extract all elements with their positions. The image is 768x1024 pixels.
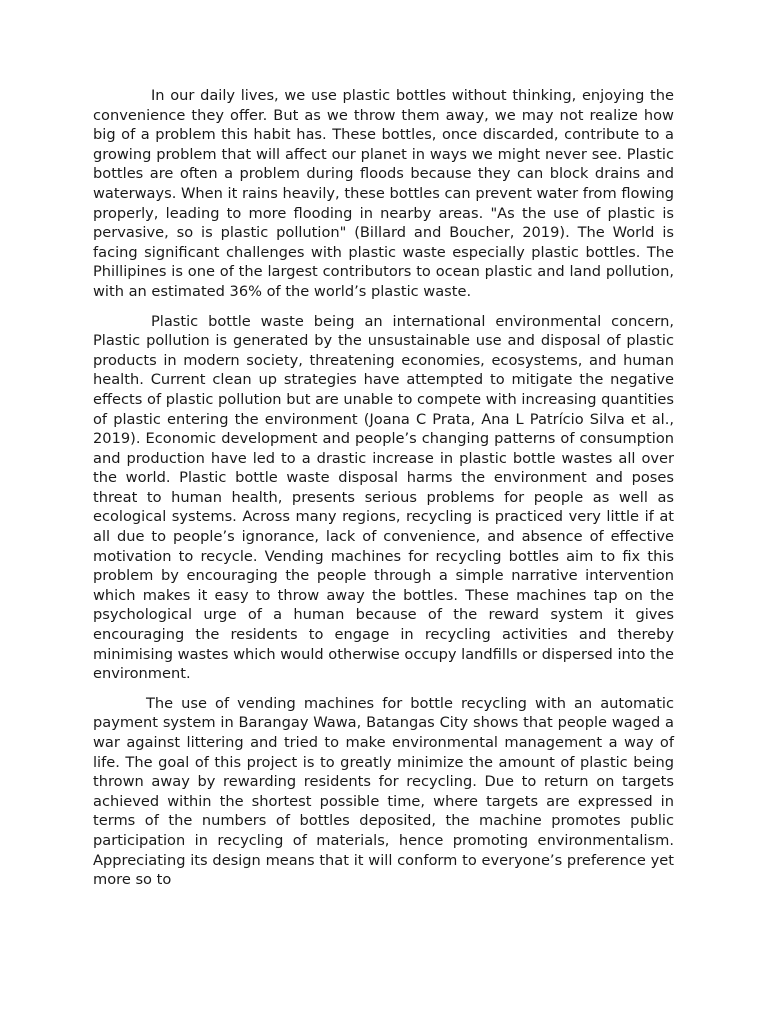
document-body: [93, 86, 674, 900]
paragraph-2: Plastic bottle waste being an international environmental concern, Plastic pollution is generated by the unsustainable use and disposal of plastic products in modern society, threatening economies, ecosystems, and human health. Current clean up strategies have attempted to mitigate the negative effects of plastic pollution but are unable to compete with increasing quantities of plastic entering the environment (Joana C Prata, Ana L Patrício Silva et al., 2019). Economic development and people’s changing patterns of consumption and production have led to a drastic increase in plastic bottle wastes all over the world. Plastic bottle waste disposal harms the environment and poses threat to human health, presents serious problems for people as well as ecological systems. Across many regions, recycling is practiced very little if at all due to people’s ignorance, lack of convenience, and absence of effective motivation to recycle. Vending machines for recycling bottles aim to fix this problem by encouraging the people through a simple narrative intervention which makes it easy to throw away the bottles. These machines tap on the psychological urge of a human because of the reward system it gives encouraging the residents to engage in recycling activities and thereby minimising wastes which would otherwise occupy landfills or dispersed into the environment.: [93, 312, 674, 683]
paragraph-1: In our daily lives, we use plastic bottles without thinking, enjoying the convenience they offer. But as we throw them away, we may not realize how big of a problem this habit has. These bottles, once discarded, contribute to a growing problem that will affect our planet in ways we might never see. Plastic bottles are often a problem during floods because they can block drains and waterways. When it rains heavily, these bottles can prevent water from flowing properly, leading to more flooding in nearby areas. "As the use of plastic is pervasive, so is plastic pollution" (Billard and Boucher, 2019). The World is facing significant challenges with plastic waste especially plastic bottles. The Phillipines is one of the largest contributors to ocean plastic and land pollution, with an estimated 36% of the world’s plastic waste.: [93, 87, 674, 300]
paragraph-3: The use of vending machines for bottle recycling with an automatic payment system in Barangay Wawa, Batangas City shows that people waged a war against littering and tried to make environmental management a way of life. The goal of this project is to greatly minimize the amount of plastic being thrown away by rewarding residents for recycling. Due to return on targets achieved within the shortest possible time, where targets are expressed in terms of the numbers of bottles deposited, the machine promotes public participation in recycling of materials, hence promoting environmentalism. Appreciating its design means that it will conform to everyone’s preference yet more so to: [93, 694, 674, 889]
